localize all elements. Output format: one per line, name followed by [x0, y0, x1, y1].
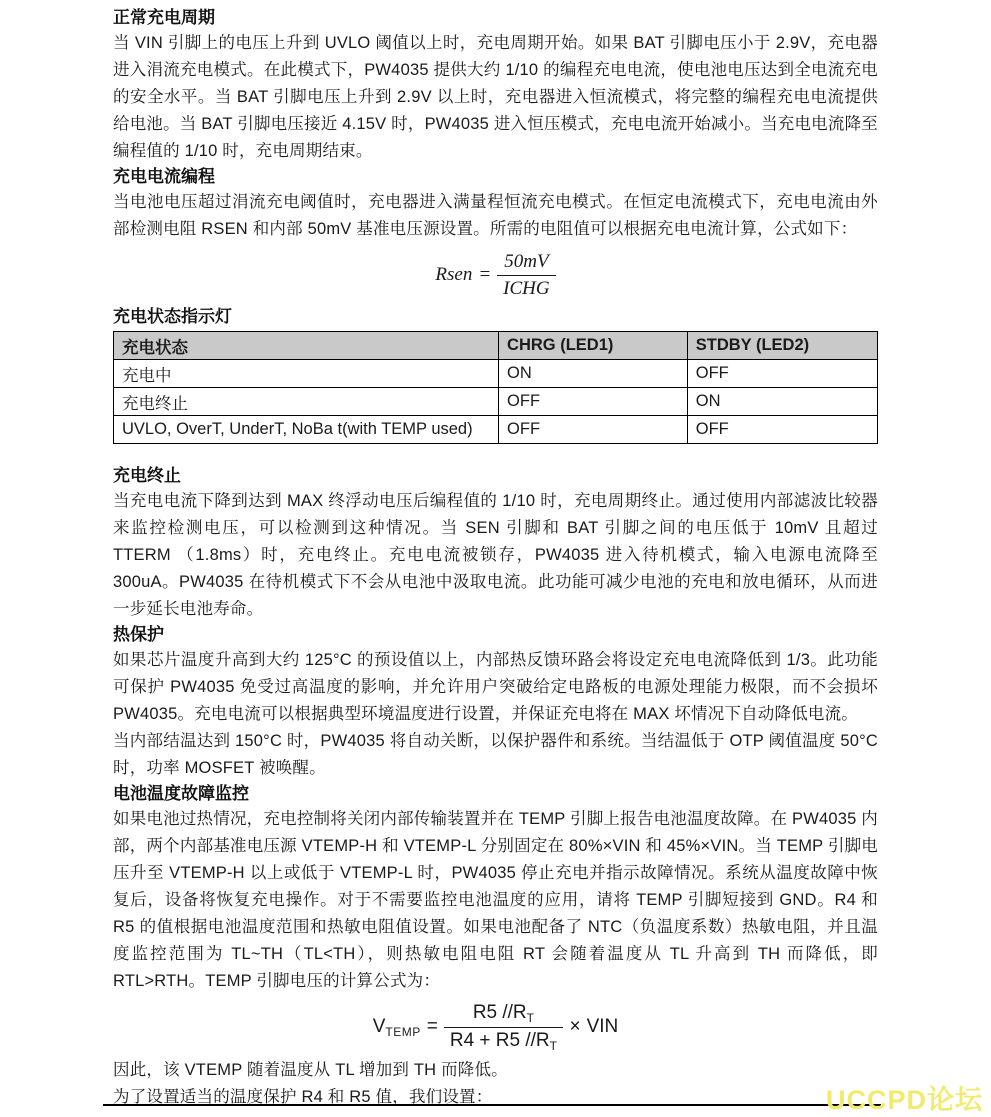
paragraph-charge-termination: 当充电电流下降到达到 MAX 终浮动电压后编程值的 1/10 时，充电周期终止。通过使用内部滤波比较器来监控检测电压，可以检测到这种情况。当 SEN 引脚和 BAT 引脚之间的电压低于 10mV 且超过 TTERM （1.8ms）时，充电终止。充电电流被锁存，PW4035 进入待机模式，输入电源电流降至 300uA。PW4035 在待机模式下不会从电池中汲取电流。此功能可减少电池的充电和放电循环，从而进一步延长电池寿命。	[113, 492, 878, 618]
section-heading-battery-temp-monitoring: 电池温度故障监控	[113, 784, 249, 803]
paragraph-truncated-last-line: 为了设置适当的温度保护 R4 和 R5 值，我们设置：	[113, 1088, 493, 1106]
paragraph-vtemp-conclusion: 因此，该 VTEMP 随着温度从 TL 增加到 TH 而降低。	[113, 1061, 508, 1079]
charge-status-table	[113, 331, 878, 444]
formula-vtemp-lhs-subscript: TEMP	[385, 1024, 421, 1039]
formula-vtemp-vin: VIN	[586, 1016, 619, 1037]
table-header-stdby-led2: STDBY (LED2)	[687, 332, 877, 360]
formula-rsen-fraction	[497, 251, 555, 300]
paragraph-battery-temp-monitoring: 如果电池过热情况，充电控制将关闭内部传输装置并在 TEMP 引脚上报告电池温度故障。在 PW4035 内部，两个内部基准电压源 VTEMP-H 和 VTEMP-L 分别固定在 80%×VIN 和 45%×VIN。当 TEMP 引脚电压升至 VTEMP-H 以上或低于 VTEMP-L 时，PW4035 停止充电并指示故障情况。系统从温度故障中恢复后，设备将恢复充电操作。对于不需要监控电池温度的应用，请将 TEMP 引脚短接到 GND。R4 和 R5 的值根据电池温度范围和热敏电阻值设置。如果电池配备了 NTC（负温度系数）热敏电阻，并且温度监控范围为 TL~TH（TL<TH），则热敏电阻电阻 RT 会随着温度从 TL 升高到 TH 而降低，即 RTL>RTH。TEMP 引脚电压的计算公式为：	[113, 810, 878, 990]
section-heading-charge-status-leds: 充电状态指示灯	[113, 307, 232, 326]
formula-vtemp-denominator: R4 + R5 $//R_T$	[449, 1029, 558, 1053]
table-row	[114, 416, 878, 444]
watermark-uccpd: UCCPD论坛	[825, 1085, 983, 1115]
formula-rsen	[113, 247, 878, 303]
paragraph-charge-current-programming: 当电池电压超过涓流充电阈值时，充电器进入满量程恒流充电模式。在恒定电流模式下，充电电流由外部检测电阻 RSEN 和内部 50mV 基准电压源设置。所需的电阻值可以根据充电电流计算，公式如下：	[113, 193, 878, 238]
formula-vtemp-times: ×	[569, 1016, 581, 1037]
table-cell-chrg-1: OFF	[499, 388, 688, 416]
paragraph-thermal-protection-1: 如果芯片温度升高到大约 125°C 的预设值以上，内部热反馈环路会将设定充电电流降低到 1/3。此功能可保护 PW4035 免受过高温度的影响，并允许用户突破给定电路板的电源处理能力极限，而不会损坏 PW4035。充电电流可以根据典型环境温度进行设置，并保证充电将在 MAX 坏情况下自动降低电流。	[113, 651, 878, 723]
table-cell-stdby-0: OFF	[687, 360, 877, 388]
table-cell-status-terminated: 充电终止	[114, 388, 499, 416]
table-cell-chrg-2: OFF	[499, 416, 688, 444]
section-heading-normal-charge-cycle: 正常充电周期	[113, 8, 215, 27]
formula-vtemp-numerator: R5 $//R_T$	[444, 1002, 564, 1028]
table-cell-chrg-0: ON	[499, 360, 688, 388]
formula-vtemp-fraction	[444, 1002, 564, 1053]
section-heading-thermal-protection: 热保护	[113, 625, 164, 644]
formula-vtemp-equals: =	[426, 1016, 438, 1037]
paragraph-thermal-protection-2: 当内部结温达到 150°C 时，PW4035 将自动关断，以保护器件和系统。当结温低于 OTP 阈值温度 50°C 时，功率 MOSFET 被唤醒。	[113, 732, 878, 777]
formula-rsen-equals: =	[478, 264, 492, 285]
table-cell-stdby-1: ON	[687, 388, 877, 416]
section-heading-charge-termination: 充电终止	[113, 466, 181, 485]
table-header-row	[114, 332, 878, 360]
table-cell-status-charging: 充电中	[114, 360, 499, 388]
spacer	[113, 444, 878, 464]
formula-rsen-lhs: Rsen	[435, 264, 473, 285]
document-page	[113, 6, 878, 1111]
page-bottom-rule	[103, 1104, 881, 1106]
formula-vtemp-lhs: $V_{TEMP}$	[372, 1015, 421, 1039]
section-heading-charge-current-programming: 充电电流编程	[113, 167, 215, 186]
formula-rsen-numerator: 50mV	[497, 251, 555, 276]
formula-vtemp	[113, 999, 878, 1055]
table-header-charge-status: 充电状态	[114, 332, 499, 360]
table-header-chrg-led1: CHRG (LED1)	[499, 332, 688, 360]
table-row	[114, 360, 878, 388]
formula-rsen-denominator: ICHG	[503, 277, 550, 299]
table-cell-stdby-2: OFF	[687, 416, 877, 444]
table-row	[114, 388, 878, 416]
paragraph-normal-charge-cycle: 当 VIN 引脚上的电压上升到 UVLO 阈值以上时，充电周期开始。如果 BAT 引脚电压小于 2.9V，充电器进入涓流充电模式。在此模式下，PW4035 提供大约 1/10 的编程充电电流，使电池电压达到全电流充电的安全水平。当 BAT 引脚电压上升到 2.9V 以上时，充电器进入恒流模式，将完整的编程充电电流提供给电池。当 BAT 引脚电压接近 4.15V 时，PW4035 进入恒压模式，充电电流开始减小。当充电电流降至编程值的 1/10 时，充电周期结束。	[113, 34, 878, 160]
table-cell-status-fault: UVLO, OverT, UnderT, NoBa t(with TEMP used)	[114, 416, 499, 444]
